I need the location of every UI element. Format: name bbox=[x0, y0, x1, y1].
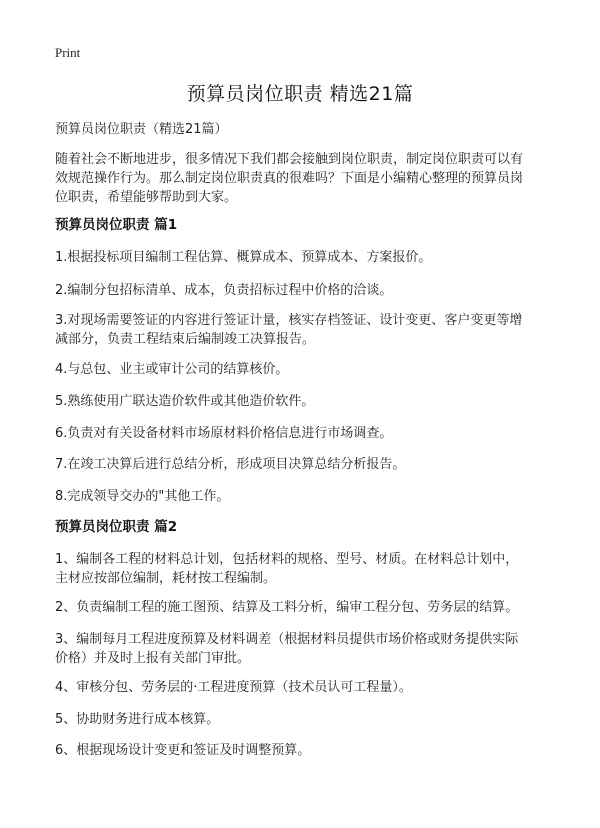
list-item bbox=[55, 630, 555, 668]
list-item: 8.完成领导交办的"其他工作。 bbox=[55, 489, 230, 504]
list-item-line: 主材应按部位编制，耗材按工程编制。 bbox=[55, 571, 277, 586]
intro-paragraph bbox=[55, 150, 555, 207]
list-item: 4.与总包、业主或审计公司的结算核价。 bbox=[55, 362, 289, 377]
list-item: 2.编制分包招标清单、成本，负责招标过程中价格的洽谈。 bbox=[55, 283, 393, 298]
list-item: 5、协助财务进行成本核算。 bbox=[55, 712, 220, 727]
subtitle: 预算员岗位职责（精选21篇） bbox=[55, 122, 228, 137]
page-title: 预算员岗位职责 精选21篇 bbox=[186, 83, 414, 105]
list-item: 6、根据现场设计变更和签证及时调整预算。 bbox=[55, 743, 311, 758]
list-item bbox=[55, 311, 555, 349]
list-item bbox=[55, 550, 555, 588]
print-link[interactable]: Print bbox=[55, 45, 81, 60]
list-item-line: 价格）并及时上报有关部门审批。 bbox=[55, 651, 251, 666]
list-item-line: 减部分，负责工程结束后编制竣工决算报告。 bbox=[55, 332, 316, 347]
list-item: 5.熟练使用广联达造价软件或其他造价软件。 bbox=[55, 394, 315, 409]
list-item: 1.根据投标项目编制工程估算、概算成本、预算成本、方案报价。 bbox=[55, 250, 432, 265]
section-heading-1: 预算员岗位职责 篇1 bbox=[55, 217, 178, 233]
section-heading-2: 预算员岗位职责 篇2 bbox=[55, 519, 178, 535]
intro-line: 位职责，希望能够帮助到大家。 bbox=[55, 190, 238, 205]
list-item-line: 3、编制每月工程进度预算及材料调差（根据材料员提供市场价格或财务提供实际 bbox=[55, 632, 519, 647]
list-item-line: 3.对现场需要签证的内容进行签证计量，核实存档签证、设计变更、客户变更等增 bbox=[55, 313, 523, 328]
list-item: 4、审核分包、劳务层的·工程进度预算（技术员认可工程量）。 bbox=[55, 680, 412, 695]
list-item: 2、负责编制工程的施工图预、结算及工料分析，编审工程分包、劳务层的结算。 bbox=[55, 600, 519, 615]
list-item-line: 1、编制各工程的材料总计划，包括材料的规格、型号、材质。在材料总计划中， bbox=[55, 552, 519, 567]
list-item: 6.负责对有关设备材料市场原材料价格信息进行市场调查。 bbox=[55, 426, 393, 441]
intro-line: 效规范操作行为。那么制定岗位职责真的很难吗？下面是小编精心整理的预算员岗 bbox=[55, 171, 524, 186]
list-item: 7.在竣工决算后进行总结分析，形成项目决算总结分析报告。 bbox=[55, 457, 406, 472]
intro-line: 随着社会不断地进步，很多情况下我们都会接触到岗位职责，制定岗位职责可以有 bbox=[55, 152, 524, 167]
